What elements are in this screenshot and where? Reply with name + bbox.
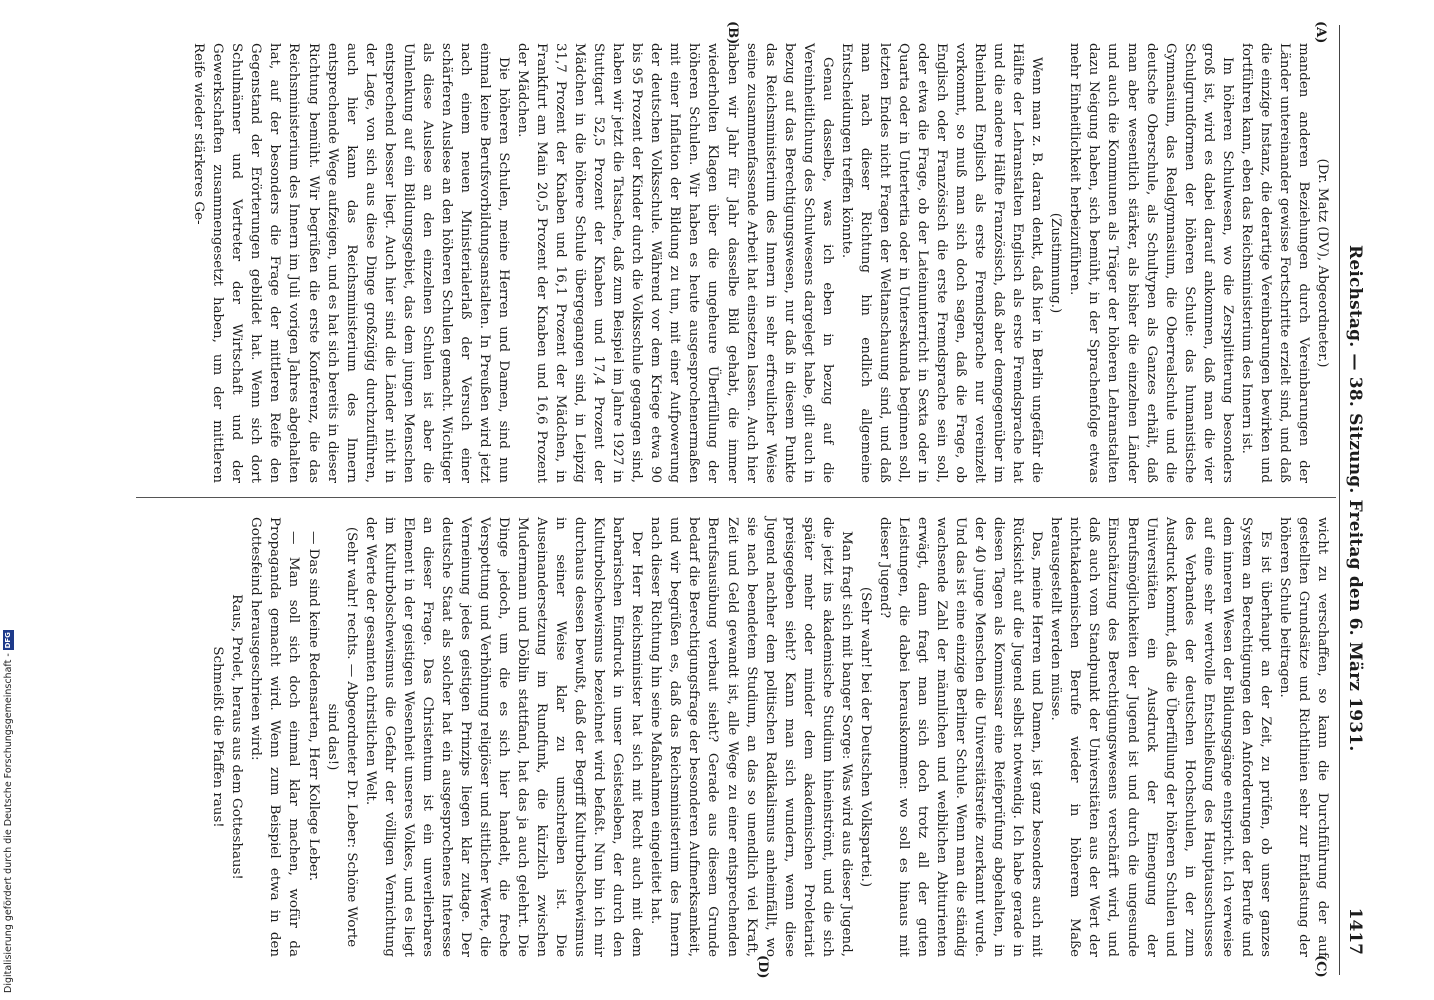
margin-mark-a: (A) bbox=[1313, 21, 1328, 44]
paragraph: — Man soll sich doch einmal klar machen, wofür da Propaganda gemacht wird. Wenn zum Beispiel etwa in den Gottesfeind herausgeschrieen wird: bbox=[248, 517, 302, 957]
margin-mark-c: (C) bbox=[1313, 955, 1328, 978]
interjection: (Sehr wahr! rechts. — Abgeordneter Dr. Leber: Schöne Worte sind das!) bbox=[324, 526, 359, 948]
left-column bbox=[189, 43, 1332, 483]
paragraph: wicht zu verschaffen, so kann die Durchführung der auf gestellten Grundsätze und Richtlinien sehr zur Entlastung der höheren Schule beitragen. bbox=[1276, 517, 1330, 957]
right-column bbox=[208, 517, 1332, 957]
paragraph: manden anderen Beziehungen durch Vereinbarungen der Länder untereinander gewisse Fortschritte erzielt sind, und daß die einzige Instanz, die derartige Vereinbarungen bewirken und fortführen kann, eben das Reichsministerium des Innern ist. bbox=[1238, 43, 1311, 483]
quoted-line: Raus, Prolet, heraus aus dem Gotteshaus! bbox=[229, 594, 245, 880]
quoted-line: Schmeißt die Pfaffen raus! bbox=[210, 646, 226, 828]
rotated-document-page bbox=[110, 21, 1370, 979]
header-rule bbox=[1339, 25, 1340, 975]
paragraph: Genau dasselbe, was ich eben in bezug auf die Vereinheitlichung des Schulwesens dargelegt habe, gilt auch in bezug auf das Berechtigungswesen, nur daß in diesem Punkte das Reichsministerium des Innern in sehr erfreulicher Weise seine zusammenfassende Arbeit hat einsetzen lassen. Auch hier haben wir Jahr für Jahr dasselbe Bild gehabt, die immer wiederholten Klagen über die ungeheure Überfüllung der höheren Schulen. Wir haben es heute ausgesprochenermaßen mit einer Inflation der Bildung zu tun, mit einer Aufpowerung der deutschen Volksschule. Während vor dem Kriege etwa 90 bis 95 Prozent der Kinder durch die Volksschule gegangen sind, haben wir jetzt die Tatsache, daß zum Beispiel im Jahre 1927 in Stuttgart 52,5 Prozent der Knaben und 17,4 Prozent der Mädchen in die höhere Schule übergegangen sind, in Leipzig 31,7 Prozent der Knaben und 16,1 Prozent der Mädchen, in Frankfurt am Main 20,5 Prozent der Knaben und 16,6 Prozent der Mädchen. bbox=[515, 43, 835, 483]
page-header bbox=[1340, 25, 1370, 975]
margin-mark-d: (D) bbox=[755, 955, 770, 979]
dfg-logo: DFG bbox=[4, 632, 12, 649]
interjection: (Sehr wahr! bei der Deutschen Volkspartei.) bbox=[857, 586, 873, 888]
interjection: (Zustimmung.) bbox=[1048, 212, 1064, 314]
digitization-credit bbox=[2, 608, 16, 993]
paragraph: — Das sind keine Redensarten, Herr Kollege Leber. bbox=[305, 531, 321, 882]
paragraph: Die höheren Schulen, meine Herren und Damen, sind nun einmal keine Berufsvorbildungsanstalten. In Preußen wird jetzt nach einem neuen Ministerialerlaß der Versuch einer schärferen Auslese an den höheren Schulen gemacht. Wichtiger als diese Auslese an den einzelnen Schulen ist aber die Umlenkung auf ein Bildungsgebiet, das dem jungen Menschen entsprechend besser liegt. Auch hier sind die Länder nicht in der Lage, von sich aus diese Dinge großzügig durchzuführen, auch hier kann das Reichsministerium des Innern entsprechende Wege aufzeigen, und es hat sich bereits in dieser Richtung bemüht. Wir begrüßen die erste Konferenz, die das Reichsministerium des Innern im Juli vorigen Jahres abgehalten hat, auf der besonders die Frage der mittleren Reife den Gegenstand der Erörterungen gebildet hat. Wenn sich dort Schulmänner und Vertreter der Wirtschaft und der Gewerkschaften zusammengesetzt haben, um der mittleren Reife wieder stärkeres Ge- bbox=[191, 43, 511, 483]
credit-line bbox=[2, 608, 16, 993]
paragraph: Es ist überhaupt an der Zeit, zu prüfen, ob unser ganzes System an Berechtigungen den Anforderungen der Berufe und dem inneren Wesen der Bildungsgänge entspricht. Ich verweise auf eine sehr wertvolle Entschließung des Hauptausschusses des Verbandes der deutschen Hochschulen, in der zum Ausdruck kommt, daß die Überfüllung der höheren Schulen und Universitäten ein Ausdruck der Einengung der Berufsmöglichkeiten der Jugend ist und durch die ungesunde Einschätzung des Berechtigungswesens verschärft wird, und daß auch vom Standpunkt der Universitäten aus der Wert der nichtakademischen Berufe wieder in höherem Maße herausgestellt werden müsse. bbox=[1048, 517, 1273, 957]
page-number: 1417 bbox=[1345, 907, 1365, 955]
column-divider bbox=[136, 497, 1336, 498]
paragraph: Das, meine Herren und Damen, ist ganz besonders auch mit Rücksicht auf die Jugend selbst notwendig. Ich habe gerade in diesen Tagen als Kommissar eine Reifeprüfung abgehalten, in der 40 junge Menschen die Universitätsreife zuerkannt wurde. Und das ist eine einzige Berliner Schule. Wenn man die ständig wachsende Zahl der männlichen und weiblichen Abiturienten erwägt, dann fragt man sich doch trotz all der guten Leistungen, die dabei herauskommen: wo soll es hinaus mit dieser Jugend? bbox=[876, 517, 1045, 957]
paragraph: Man fragt sich mit banger Sorge: Was wird aus dieser Jugend, die jetzt ins akademische Studium hineinströmt, und die sich später mehr oder minder dem akademischen Proletariat preisgegeben sieht? Kann man sich wundern, wenn diese Jugend nachher dem politischen Radikalismus anheimfällt, wo sie nach beendetem Studium, an das so unendlich viel Kraft, Zeit und Geld gewandt ist, alle Wege zu einer entsprechenden Berufsausübung verbaut sieht? Gerade aus diesem Grunde bedarf die Berechtigungsfrage der besonderen Aufmerksamkeit, und wir begrüßen es, daß das Reichsministerium des Innern nach dieser Richtung hin seine Maßnahmen eingeleitet hat. bbox=[648, 517, 854, 957]
running-title: Reichstag. — 38. Sitzung. Freitag den 6. März 1931. bbox=[1345, 245, 1365, 752]
margin-mark-b: (B) bbox=[725, 21, 740, 45]
speaker-line: (Dr. Matz (DV), Abgeordneter.) bbox=[1315, 158, 1330, 368]
paragraph: Wenn man z. B. daran denkt, daß hier in Berlin ungefähr die Hälfte der Lehranstalten Englisch als erste Fremdsprache hat und die andere Hälfte Französisch, daß aber demgegenüber im Rheinland Englisch als erste Fremdsprache nur vereinzelt vorkommt, so muß man sich doch sagen, daß die Frage, ob Englisch oder Französisch die erste Fremdsprache sein soll, oder etwa die Frage, ob der Lateinunterricht in Sexta oder in Quarta oder in Untertertia oder in Untersekunda beginnen soll, letzten Endes nicht Fragen der Weltanschauung sind, und daß man nach dieser Richtung hin endlich allgemeine Entscheidungen treffen könnte. bbox=[838, 43, 1045, 483]
credit-text: Digitalisierung gefördert durch die Deutsche Forschungsgemeinschaft - bbox=[3, 653, 14, 993]
paragraph: Der Herr Reichsminister hat sich mit Recht auch mit dem barbarischen Eindruck in unser Geistesleben, der durch den Kulturbolschewismus bezeichnet wird befaßt. Nun bin ich mir durchaus dessen bewußt, daß der Begriff Kulturbolschewismus in seiner Weise klar zu umschreiben ist. Die Auseinandersetzung im Rundfunk, die kürzlich zwischen Mudermann und Döblin stattfand, hat das ja auch gelehrt. Die Dinge jedoch, um die es sich hier handelt, die freche Verspottung und Verhöhnung religiöser und sittlicher Werte, die Verneinung jedes geistigen Prinzips liegen klar zutage. Der deutsche Staat als solcher hat ein ausgesprochenes Interesse an dieser Frage. Das Christentum ist ein unverlierbares Element in der geistigen Wesenheit unseres Volkes, und es liegt im Kulturbolschewismus die Gefahr der völligen Vernichtung der Werte der gesamten christlichen Welt. bbox=[362, 517, 645, 957]
paragraph: Im höheren Schulwesen, wo die Zersplitterung besonders groß ist, wird es dabei darauf ankommen, daß man die vier Schulgrundformen der höheren Schule: das humanistische Gymnasium, das Realgymnasium, die Oberrealschule und die deutsche Oberschule, als Schultypen als Ganzes erhält, daß man aber wesentlich stärker, als bisher die einzelnen Länder und auch die Kommunen als Träger der höheren Lehranstalten dazu Neigung haben, sich bemüht, in der Sprachenfolge etwas mehr Einheitlichkeit herbeizuführen. bbox=[1067, 43, 1235, 483]
